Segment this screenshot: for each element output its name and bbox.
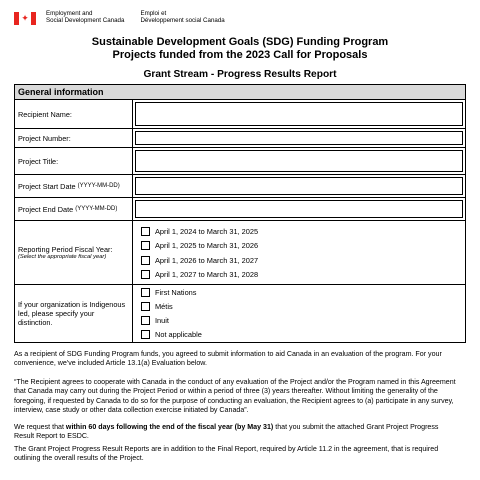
paragraph-article-quote: “The Recipient agrees to cooperate with Canada in the conduct of any evaluation of the Project and/or the Program named in this Agreement that Canada may carry out during the Project Period or within a period of three (3) years thereafter. Without limiting the generality of the foregoing, if requested by Canada to do so for the purpose of conducting an evaluation, the Recipient agrees to (a) participate in any survey, interview, case study or other data collection exercise initiated by Canada”.: [14, 378, 456, 414]
indigenous-options: [133, 285, 465, 342]
project-number-input[interactable]: [135, 131, 463, 145]
recipient-name-label: Recipient Name:: [15, 100, 133, 128]
flag-right-bar: [31, 12, 36, 25]
page-title-line1: Sustainable Development Goals (SDG) Funding Program: [91, 36, 389, 48]
indigenous-option-label: Not applicable: [155, 329, 202, 339]
general-information-form: [14, 84, 466, 343]
section-title: General information: [15, 85, 465, 100]
recipient-name-row: [15, 100, 465, 129]
reporting-option[interactable]: [141, 253, 457, 268]
reporting-option[interactable]: [141, 224, 457, 239]
flag-left-bar: [14, 12, 19, 25]
checkbox[interactable]: [141, 302, 150, 311]
end-date-input[interactable]: [135, 200, 463, 218]
checkbox[interactable]: [141, 256, 150, 265]
start-date-label: [15, 175, 133, 197]
reporting-option[interactable]: [141, 268, 457, 283]
paragraph-deadline: [14, 423, 460, 442]
deadline-text-post: that you submit the attached Grant Project Progress Result Report to ESDC.: [14, 423, 439, 441]
start-date-text: Project Start Date: [18, 181, 76, 191]
reporting-period-text: Reporting Period Fiscal Year:: [18, 245, 113, 254]
reporting-option-label: April 1, 2026 to March 31, 2027: [155, 255, 259, 265]
reporting-option-label: April 1, 2024 to March 31, 2025: [155, 226, 259, 236]
indigenous-option[interactable]: [141, 300, 457, 314]
start-date-input[interactable]: [135, 177, 463, 195]
indigenous-option[interactable]: [141, 286, 457, 300]
project-number-label: Project Number:: [15, 129, 133, 147]
start-date-format: (YYYY-MM-DD): [77, 183, 120, 189]
project-title-row: [15, 148, 465, 175]
canada-flag-icon: [14, 12, 36, 25]
checkbox[interactable]: [141, 288, 150, 297]
deadline-text-pre: We request that: [14, 423, 66, 431]
paragraph-evaluation-intro: As a recipient of SDG Funding Program funds, you agreed to submit information to aid Canada in an evaluation of the program. For your convenience, we've included Article 13.1(a) Evaluation below.: [14, 350, 442, 368]
reporting-period-hint: (Select the appropriate fiscal year): [18, 254, 107, 260]
indigenous-option-label: Inuit: [155, 315, 169, 325]
indigenous-option[interactable]: [141, 314, 457, 328]
checkbox[interactable]: [141, 316, 150, 325]
project-title-input[interactable]: [135, 150, 463, 172]
reporting-option-label: April 1, 2027 to March 31, 2028: [155, 270, 259, 280]
project-title-label: Project Title:: [15, 148, 133, 174]
department-name-fr: Emploi et Développement social Canada: [140, 10, 225, 24]
deadline-text-bold: within 60 days following the end of the fiscal year (by May 31): [65, 423, 274, 431]
page-subtitle: Grant Stream - Progress Results Report: [143, 69, 337, 80]
indigenous-row: [15, 285, 465, 342]
reporting-period-row: [15, 221, 465, 285]
recipient-name-input[interactable]: [135, 102, 463, 126]
indigenous-option[interactable]: [141, 327, 457, 341]
department-name-en: Employment and Social Development Canada: [46, 10, 125, 24]
end-date-row: [15, 198, 465, 221]
indigenous-label: If your organization is Indigenous led, please specify your distinction.: [15, 285, 133, 342]
reporting-option-label: April 1, 2025 to March 31, 2026: [155, 241, 259, 251]
page-title-line2: Projects funded from the 2023 Call for Proposals: [112, 49, 368, 61]
start-date-row: [15, 175, 465, 198]
checkbox[interactable]: [141, 270, 150, 279]
checkbox[interactable]: [141, 330, 150, 339]
checkbox[interactable]: [141, 227, 150, 236]
reporting-option[interactable]: [141, 239, 457, 254]
end-date-text: Project End Date: [18, 204, 74, 214]
indigenous-option-label: First Nations: [155, 288, 197, 298]
project-number-row: [15, 129, 465, 148]
end-date-label: [15, 198, 133, 220]
indigenous-option-label: Métis: [155, 302, 173, 312]
maple-leaf-icon: ✦: [21, 13, 29, 23]
end-date-format: (YYYY-MM-DD): [75, 206, 118, 212]
reporting-period-options: [133, 221, 465, 284]
checkbox[interactable]: [141, 241, 150, 250]
reporting-period-label: [15, 221, 133, 284]
paragraph-final-report: The Grant Project Progress Result Reports are in addition to the Final Report, required by Article 11.2 in the agreement, that is required outlining the overall results of the Project.: [14, 445, 439, 463]
government-header: [14, 10, 225, 26]
